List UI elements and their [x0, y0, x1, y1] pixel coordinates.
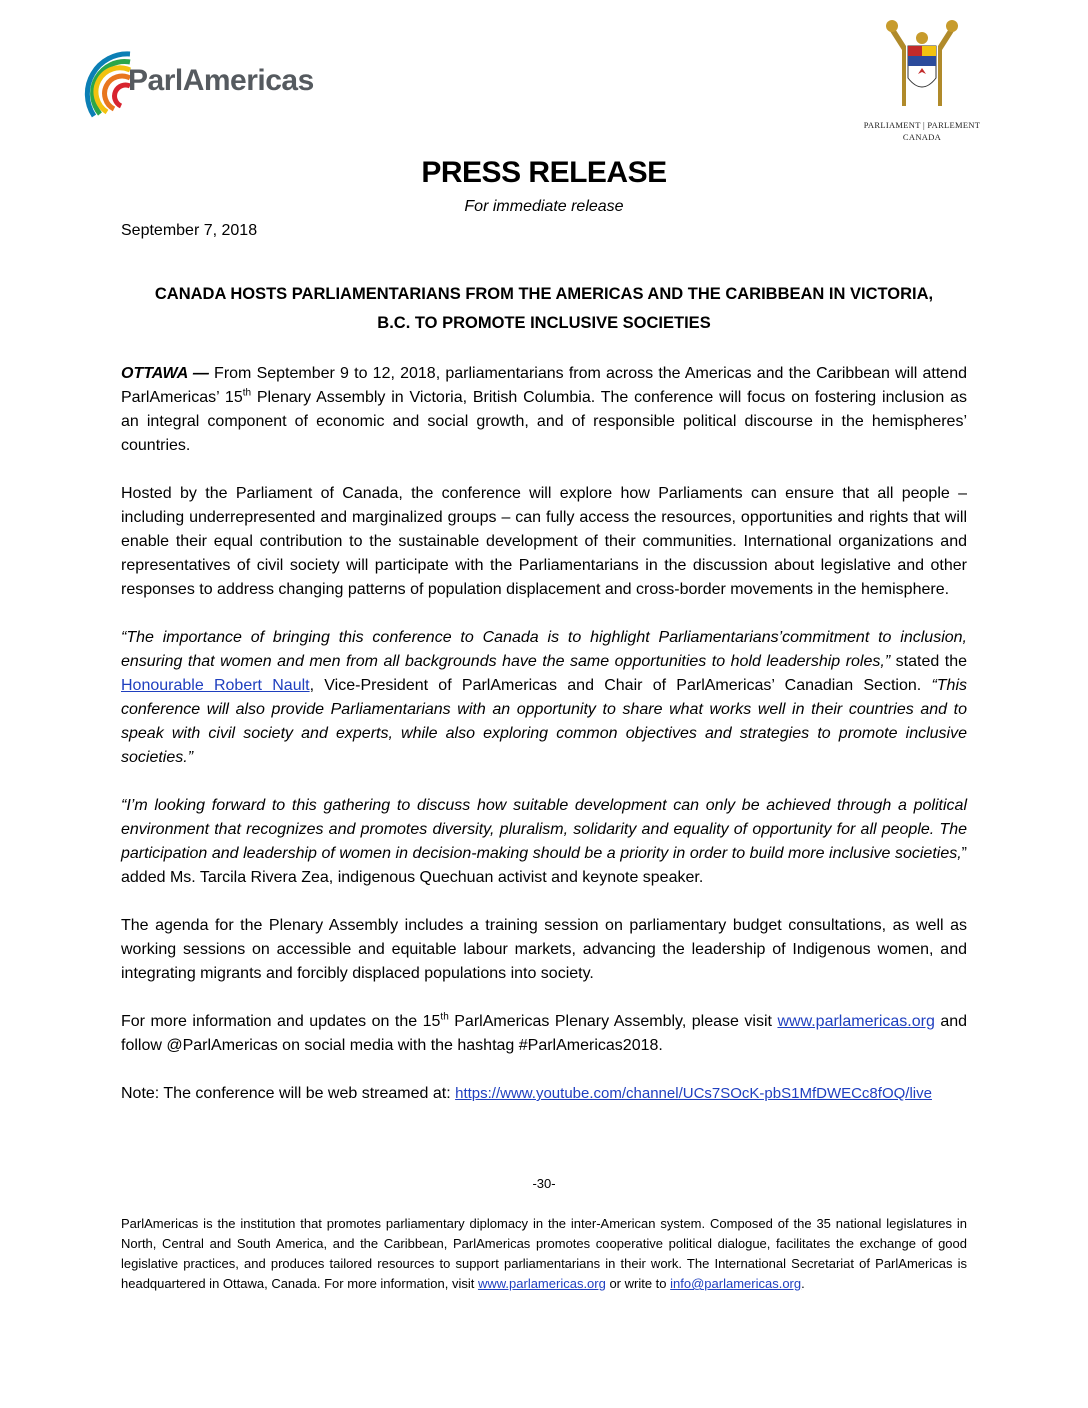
end-marker: -30- — [532, 1176, 556, 1191]
quote-nault-2: “This conference will also provide Parliamentarians with an opportunity to share what works well in their countries and to speak with civil society and experts, while also exploring common objectives and strategies to promote inclusive societies.” — [121, 677, 968, 766]
nault-title-text: , Vice-President of ParlAmericas and Chair of ParlAmericas’ Canadian Section. — [309, 677, 932, 694]
paragraph-hosted: Hosted by the Parliament of Canada, the conference will explore how Parliaments can ensure that all people – including underrepresented and marginalized groups – can fully access the resources, opportunities and rights that will enable their equal contribution to the sustainable development of their communities. International organizations and representatives of civil society will participate with the Parliamentarians in the discussion about legislative and other responses to address changing patterns of population displacement and cross-border movements in the hemisphere. — [121, 485, 967, 598]
headline-line-2: B.C. TO PROMOTE INCLUSIVE SOCIETIES — [377, 314, 711, 332]
crest-caption-canada: CANADA — [902, 132, 942, 142]
crest-caption-parliament: PARLIAMENT | PARLEMENT — [863, 120, 981, 130]
robert-nault-link[interactable]: Honourable Robert Nault — [121, 677, 310, 694]
mace-crest-icon — [862, 16, 982, 116]
ordinal-suffix-2: th — [440, 1011, 449, 1023]
parlamericas-wordmark: ParlAmericas — [128, 64, 314, 97]
paragraph-quote-rivera — [121, 794, 967, 890]
dateline: OTTAWA — — [121, 365, 209, 382]
quote-rivera: “I’m looking forward to this gathering to discuss how suitable development can only be achieved through a political environment that recognizes and promotes diversity, pluralism, solidarity and equality of opportunity for all people. The participation and leadership of women in decision-making should be a priority in order to build more inclusive societies, — [121, 797, 967, 862]
headline-line-1: CANADA HOSTS PARLIAMENTARIANS FROM THE AMERICAS AND THE CARIBBEAN IN VICTORIA, — [154, 285, 934, 303]
rivera-attribution: ” added Ms. Tarcila Rivera Zea, indigenous Quechuan activist and keynote speaker. — [121, 845, 967, 886]
parliament-canada-crest — [862, 16, 982, 146]
footer-text-a: ParlAmericas is the institution that promotes parliamentary diplomacy in the inter-American system. Composed of the 35 national legislatures in North, Central and South America, and the Caribbean, ParlAmericas promotes cooperative political dialogue, facilitates the exchange of good legislative practices, and produces tailored resources to support parliamentarians in their work. The International Secretariat of ParlAmericas is headquartered in Ottawa, Canada. For more information, visit — [121, 1216, 967, 1291]
parlamericas-logo — [80, 46, 350, 126]
intro-text-b: Plenary Assembly in Victoria, British Columbia. The conference will focus on fostering inclusion as an integral component of economic and social growth, and of responsible political discourse in the hemispheres’ countries. — [121, 389, 967, 454]
footer-email-link[interactable]: info@parlamericas.org — [670, 1276, 802, 1291]
more-info-text-b: ParlAmericas Plenary Assembly, please visit — [448, 1013, 778, 1030]
paragraph-intro — [121, 362, 967, 458]
paragraph-quote-nault — [121, 626, 967, 770]
page-title: PRESS RELEASE — [421, 156, 667, 189]
quote-nault-1: “The importance of bringing this conference to Canada is to highlight Parliamentarians’commitment to inclusion, ensuring that women and men from all backgrounds have the same opportunities to hold leadership roles,” — [121, 629, 967, 670]
intro-text-a: From September 9 to 12, 2018, parliamentarians from across the Americas and the Caribbean will attend ParlAmericas’ 15 — [121, 365, 968, 406]
ordinal-suffix: th — [242, 387, 252, 399]
more-info-text-c: and follow @ParlAmericas on social media with the hashtag #ParlAmericas2018. — [121, 1013, 968, 1054]
footer-website-link[interactable]: www.parlamericas.org — [477, 1276, 606, 1291]
parlamericas-website-link[interactable]: www.parlamericas.org — [777, 1013, 935, 1030]
paragraph-more-info — [121, 1010, 967, 1058]
more-info-text-a: For more information and updates on the 15 — [121, 1013, 441, 1030]
headline — [100, 280, 988, 338]
note-label: Note: The conference will be web streamed at: — [121, 1085, 456, 1102]
stated-text: stated the — [890, 653, 968, 670]
release-body — [121, 362, 967, 1130]
paragraph-agenda: The agenda for the Plenary Assembly includes a training session on parliamentary budget consultations, as well as working sessions on accessible and equitable labour markets, advancing the leadership of Indigenous women, and integrating migrants and forcibly displaced populations into society. — [121, 917, 967, 982]
youtube-stream-link[interactable]: https://www.youtube.com/channel/UCs7SOcK-pbS1MfDWECc8fOQ/live — [455, 1085, 932, 1102]
footer-text-c: . — [801, 1276, 805, 1291]
footer-about — [121, 1214, 967, 1294]
paragraph-note — [121, 1082, 967, 1106]
release-subtitle: For immediate release — [464, 198, 624, 215]
release-date: September 7, 2018 — [121, 222, 258, 239]
footer-text-b: or write to — [605, 1276, 671, 1291]
